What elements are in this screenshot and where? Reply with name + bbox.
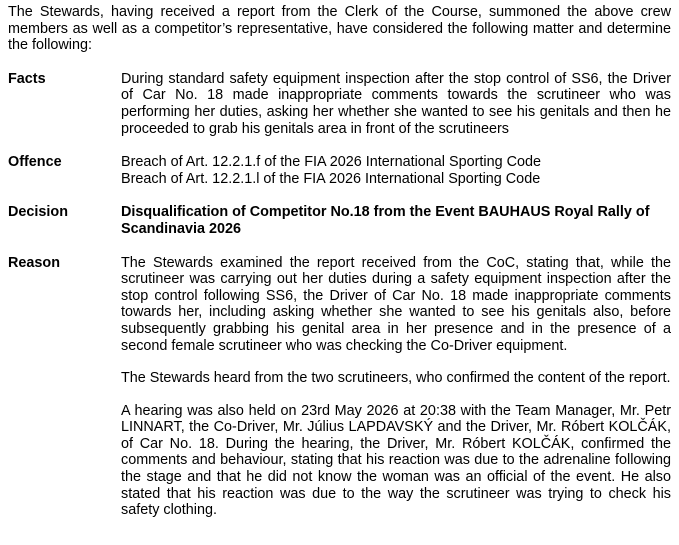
facts-text: During standard safety equipment inspection after the stop control of SS6, the Driver of Car No. 18 made inappropriate comments towards the scrutineer who was performing her duties, asking her whether she wanted to see his genitals and then he proceeded to grab his genitals area in front of the scrutineers: [121, 70, 671, 137]
reason-label: Reason: [8, 254, 60, 271]
reason-section: [8, 255, 671, 519]
offence-content: [121, 154, 671, 187]
decision-section: [8, 204, 671, 237]
facts-content: [121, 71, 671, 137]
offence-section: [8, 154, 671, 187]
reason-paragraph: The Stewards examined the report received from the CoC, stating that, while the scrutineer was carrying out her duties during a safety equipment inspection after the stop control following SS6, the Driver of Car No. 18 made inappropriate comments towards her, including asking whether she wanted to see his genitals also, before subsequently grabbing his genital area in her presence and in the presence of a second female scrutineer who was checking the Co-Driver equipment.: [121, 254, 671, 354]
offence-line: Breach of Art. 12.2.1.f of the FIA 2026 International Sporting Code: [121, 154, 541, 171]
intro-paragraph: The Stewards, having received a report from the Clerk of the Course, summoned the above crew members as well as a competitor’s representative, have considered the following matter and determine the following:: [8, 4, 671, 54]
decision-text: Disqualification of Competitor No.18 from the Event BAUHAUS Royal Rally of Scandinavia 2026: [121, 204, 650, 237]
decision-content: [121, 204, 671, 237]
decision-label: Decision: [8, 204, 68, 221]
reason-paragraph: The Stewards heard from the two scrutineers, who confirmed the content of the report.: [121, 370, 671, 387]
reason-content: [121, 255, 671, 519]
offence-line: Breach of Art. 12.2.1.l of the FIA 2026 International Sporting Code: [121, 170, 541, 187]
offence-label: Offence: [8, 154, 62, 171]
facts-label: Facts: [8, 70, 46, 87]
facts-section: [8, 71, 671, 137]
reason-paragraph: A hearing was also held on 23rd May 2026 at 20:38 with the Team Manager, Mr. Petr LINNART, the Co-Driver, Mr. Július LAPDAVSKÝ and the Driver, Mr. Róbert KOLČÁK, of Car No. 18. During the hearing, the Driver, Mr. Róbert KOLČÁK, confirmed the comments and behaviour, stating that his reaction was due to the adrenaline following the stage and that he did not know the woman was an official of the event. He also stated that his reaction was due to the way the scrutineer was trying to check his safety clothing.: [121, 402, 671, 519]
